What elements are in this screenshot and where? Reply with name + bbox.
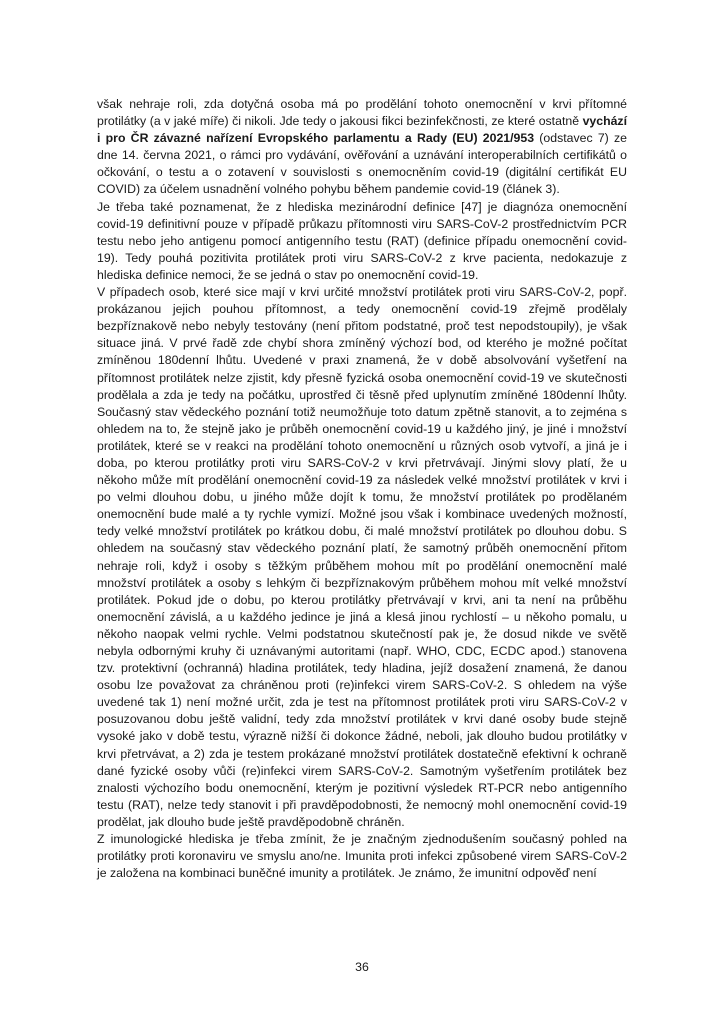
page-number: 36 <box>355 960 369 974</box>
paragraph: Je třeba také poznamenat, že z hlediska mezinárodní definice [47] je diagnóza onemocnění covid-19 definitivní pouze v případě průkazu přítomnosti viru SARS-CoV-2 prostřednictvím PCR testu nebo jeho antigenu pomocí antigenního testu (RAT) (definice případu onemocnění covid-19). Tedy pouhá pozitivita protilátek proti viru SARS-CoV-2 z krve pacienta, nedokazuje z hlediska definice nemoci, že se jedná o stav po onemocnění covid-19. <box>97 199 627 282</box>
paragraph: Z imunologické hlediska je třeba zmínit, že je značným zjednodušením současný pohled na protilátky proti koronaviru ve smyslu ano/ne. Imunita proti infekci způsobené virem SARS-CoV-2 je založena na kombinaci buněčné imunity a protilátek. Je známo, že imunitní odpověď není <box>97 832 627 881</box>
paragraph: V případech osob, které sice mají v krvi určité množství protilátek proti viru SARS-CoV-2, popř. prokázanou jejich pouhou přítomnost, a tedy onemocnění covid-19 zřejmě prodělaly bezpříznakově nebo nebyly testovány (není přitom podstatné, proč test nepodstoupily), je však situace jiná. V prvé řadě zde chybí shora zmíněný výchozí bod, od kterého je možné počítat zmíněnou 180denní lhůtu. Uvedené v praxi znamená, že v době absolvování vyšetření na přítomnost protilátek nelze zjistit, kdy přesně fyzická osoba onemocnění covid-19 ve skutečnosti prodělala a zda je tedy na počátku, uprostřed či těsně před uplynutím zmíněné 180denní lhůty. Současný stav vědeckého poznání totiž neumožňuje toto datum zpětně stanovit, a to zejména s ohledem na to, že stejně jako je průběh onemocnění covid-19 u každého jiný, je jiné i množství protilátek, které se v reakci na prodělání tohoto onemocnění u různých osob vytvoří, a jiná je i doba, po kterou protilátky proti viru SARS-CoV-2 v krvi přetrvávají. Jinými slovy platí, že u někoho může mít prodělání onemocnění covid-19 za následek velké množství protilátek v krvi i po velmi dlouhou dobu, u jiného může dojít k tomu, že množství protilátek po prodělaném onemocnění bude malé a ty rychle vymizí. Možné jsou však i kombinace uvedených možností, tedy velké množství protilátek po krátkou dobu, či malé množství protilátek po dlouhou dobu. S ohledem na současný stav vědeckého poznání platí, že samotný průběh onemocnění přitom nehraje roli, když i osoby s těžkým průběhem mohou mít po prodělání onemocnění malé množství protilátek a osoby s lehkým či bezpříznakovým průběhem mohou mít velké množství protilátek. Pokud jde o dobu, po kterou protilátky přetrvávají v krvi, ani ta není na průběhu onemocnění závislá, a u každého jedince je jiná a klesá jinou rychlostí – u někoho pomalu, u někoho naopak velmi rychle. Velmi podstatnou skutečností pak je, že dosud nikde ve světě nebyla odbornými kruhy či uznávanými autoritami (např. WHO, CDC, ECDC apod.) stanovena tzv. protektivní (ochranná) hladina protilátek, tedy hladina, jejíž dosažení znamená, že danou osobu lze považovat za chráněnou proti (re)infekci virem SARS-CoV-2. S ohledem na výše uvedené tak 1) není možné určit, zda je test na přítomnost protilátek proti viru SARS-CoV-2 v posuzovanou dobu ještě validní, tedy zda množství protilátek v krvi dané osoby bude stejně vysoké jako v době testu, výrazně nižší či dokonce žádné, neboli, jak dlouho budou protilátky v krvi přetrvávat, a 2) zda je testem prokázané množství protilátek dostatečně efektivní k ochraně dané fyzické osoby vůči (re)infekci virem SARS-CoV-2. Samotným vyšetřením protilátek bez znalosti výchozího bodu onemocnění, kterým je pozitivní výsledek RT-PCR nebo antigenního testu (RAT), nelze tedy stanovit i při pravděpodobnosti, že nemocný mohl onemocnění covid-19 prodělat, jak dlouho bude ještě pravděpodobně chráněn. <box>97 285 627 829</box>
paragraph-text: však nehraje roli, zda dotyčná osoba má po prodělání tohoto onemocnění v krvi přítomné protilátky (a v jaké míře) či nikoli. Jde tedy o jakousi fikci bezinfekčnosti, ze které ostatně <box>97 97 627 129</box>
document-body <box>97 96 627 882</box>
regulation-reference: vychází i pro ČR závazné nařízení Evropského parlamentu a Rady (EU) 2021/953 <box>97 114 627 146</box>
paragraph <box>97 96 627 199</box>
paragraph-text: (odstavec 7) ze dne 14. června 2021, o rámci pro vydávání, ověřování a uznávání interoperabilních certifikátů o očkování, o testu a o zotavení v souvislosti s onemocněním covid-19 (digitální certifikát EU COVID) za účelem usnadnění volného pohybu během pandemie covid-19 (článek 3). <box>97 131 627 197</box>
